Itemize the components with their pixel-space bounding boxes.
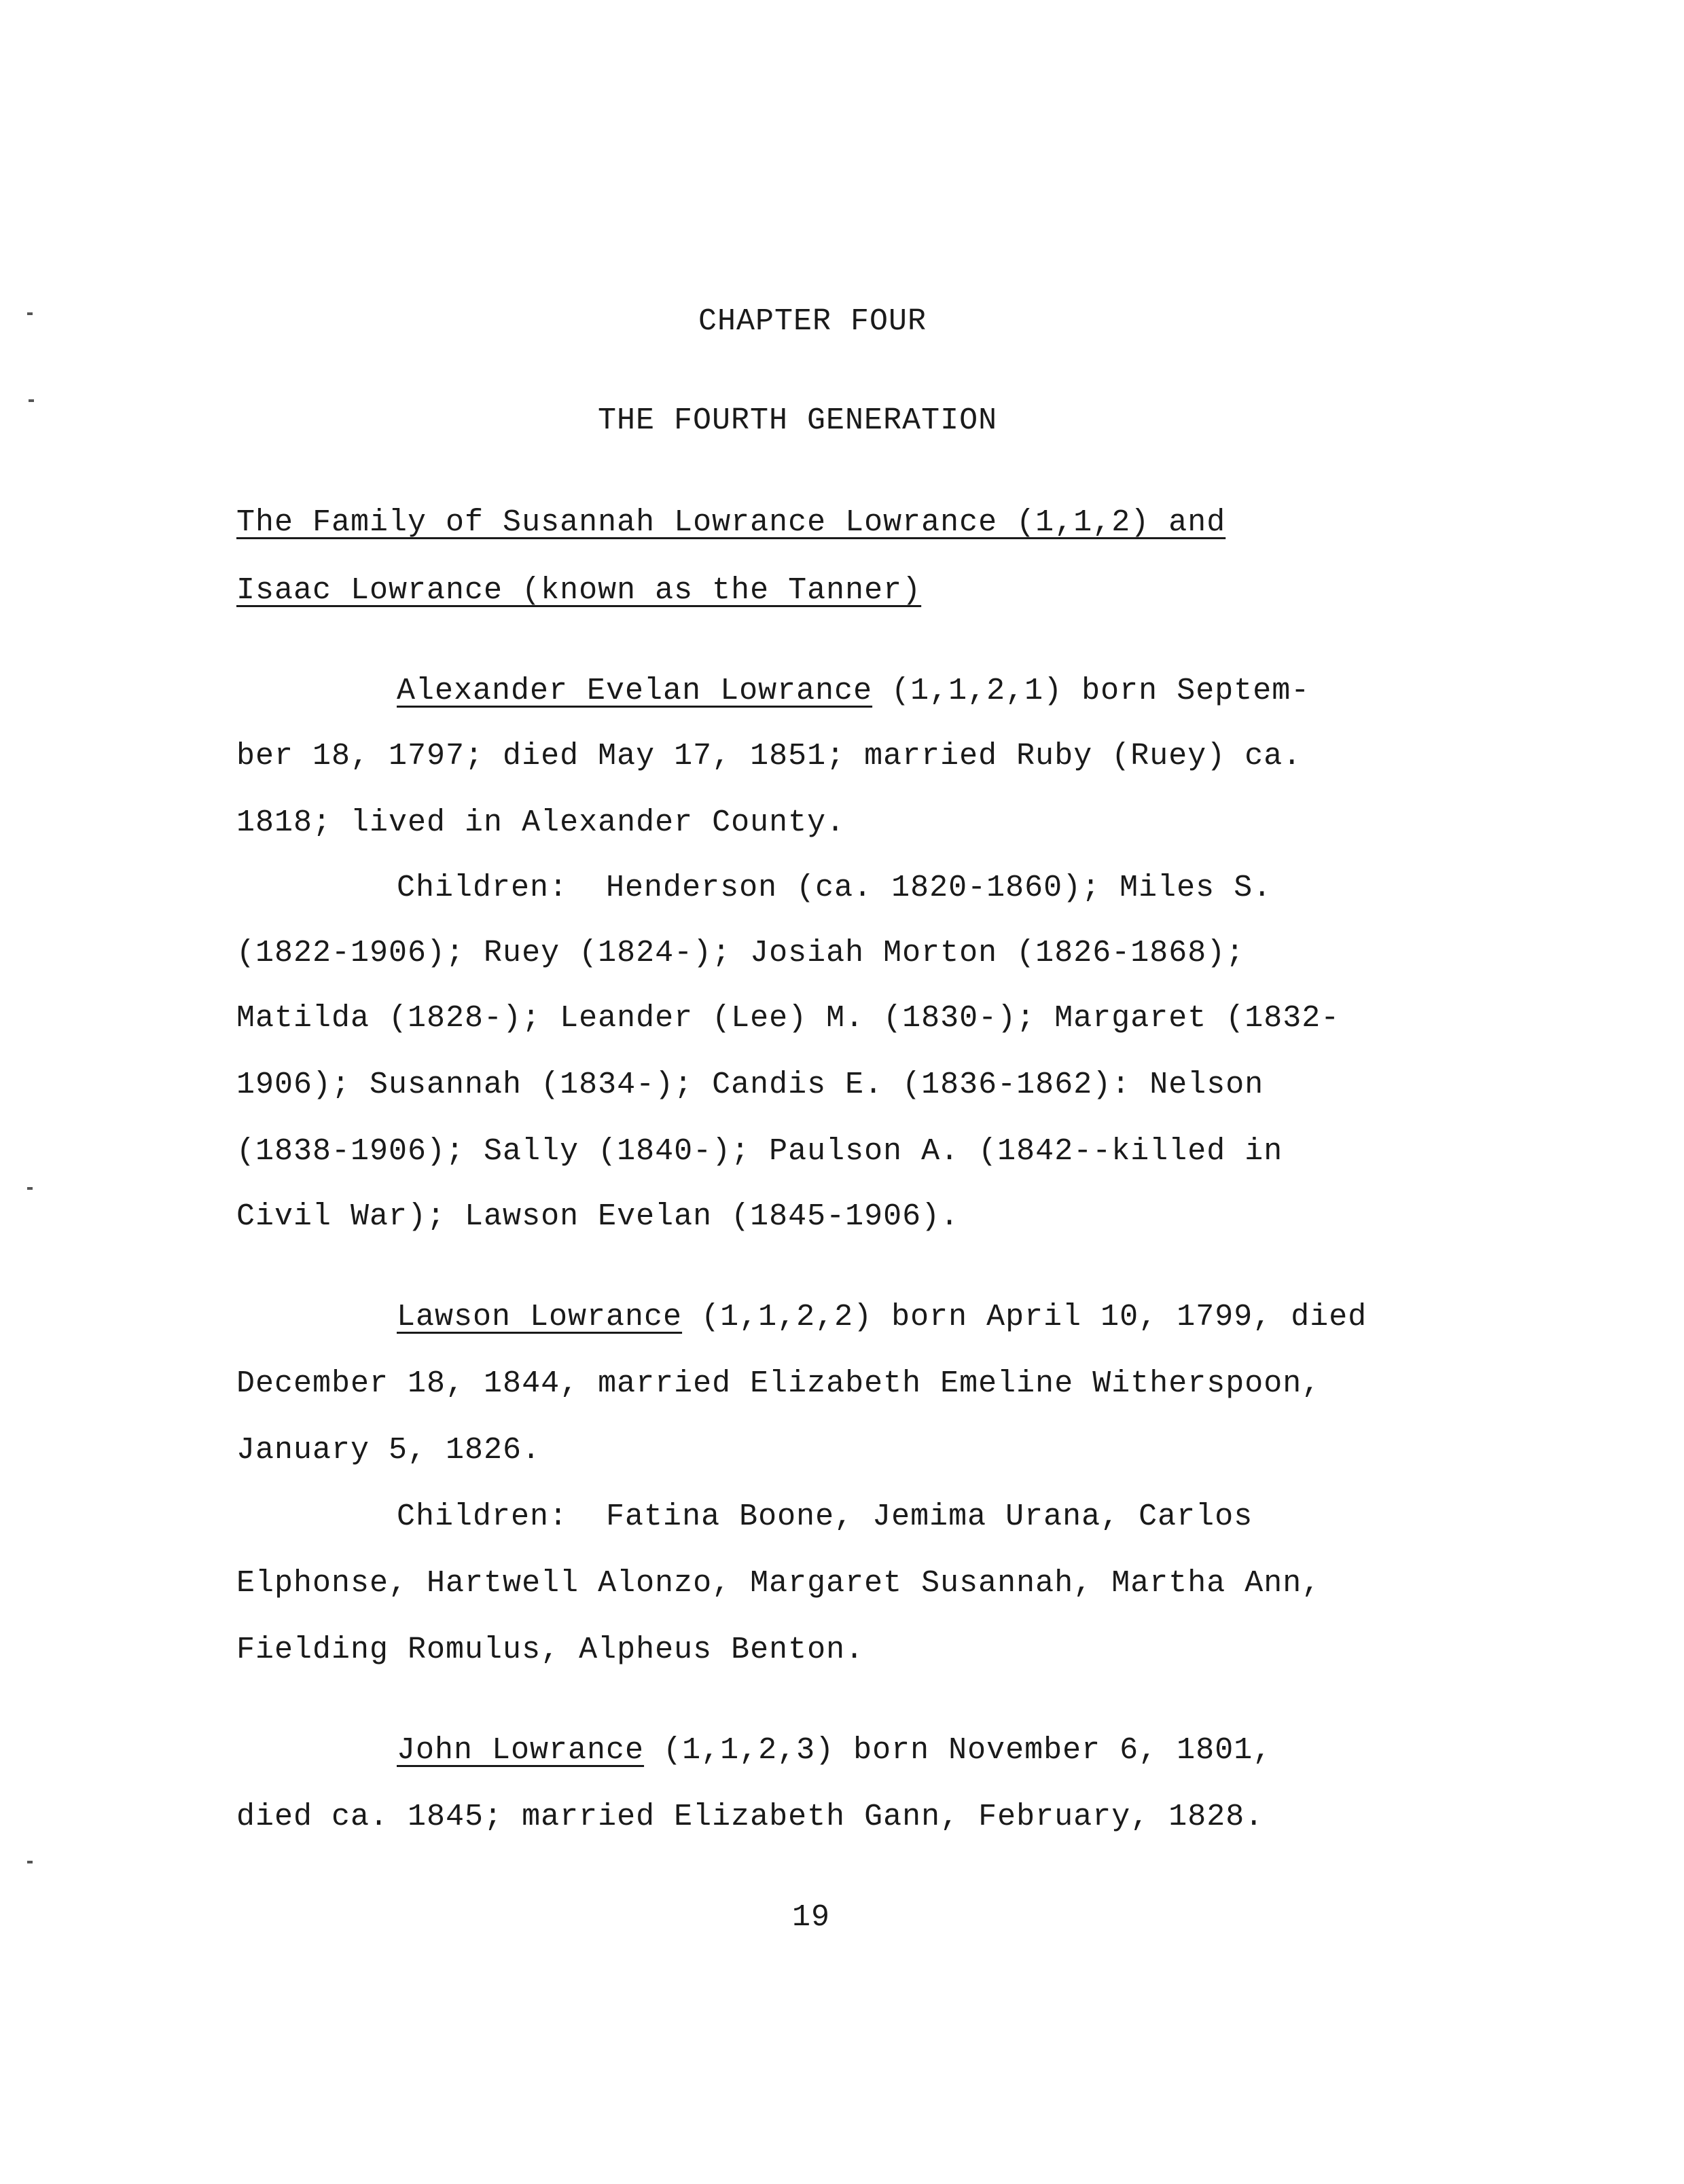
scan-mark	[27, 1861, 33, 1863]
entry-1-children-6: Civil War); Lawson Evelan (1845-1906).	[236, 1199, 960, 1234]
section-heading-line1: The Family of Susannah Lowrance Lowrance (1,1,2) and	[236, 505, 1226, 540]
entry-3-line2: died ca. 1845; married Elizabeth Gann, February, 1828.	[236, 1800, 1264, 1834]
entry-2-line2: December 18, 1844, married Elizabeth Emeline Witherspoon,	[236, 1366, 1321, 1401]
entry-2-line3: January 5, 1826.	[236, 1433, 541, 1468]
entry-2-children-3: Fielding Romulus, Alpheus Benton.	[236, 1633, 865, 1667]
scan-mark	[27, 1187, 33, 1190]
scan-mark	[29, 399, 34, 402]
section-heading-line2: Isaac Lowrance (known as the Tanner)	[236, 573, 922, 608]
entry-2-children-1: Children: Fatina Boone, Jemima Urana, Carlos	[397, 1499, 1253, 1534]
entry-1-line1	[397, 671, 1310, 712]
entry-1-children-4: 1906); Susannah (1834-); Candis E. (1836-1862): Nelson	[236, 1068, 1264, 1102]
entry-1-line3: 1818; lived in Alexander County.	[236, 805, 846, 840]
entry-1-line1-rest: (1,1,2,1) born Septem-	[872, 674, 1310, 708]
chapter-title: CHAPTER FOUR	[698, 304, 927, 339]
entry-3-line1	[397, 1730, 1272, 1771]
entry-2-line1	[397, 1297, 1367, 1338]
entry-1-children-5: (1838-1906); Sally (1840-); Paulson A. (1842--killed in	[236, 1134, 1283, 1169]
entry-3-line1-rest: (1,1,2,3) born November 6, 1801,	[644, 1733, 1272, 1768]
entry-2-children-2: Elphonse, Hartwell Alonzo, Margaret Susannah, Martha Ann,	[236, 1566, 1321, 1601]
entry-1-children-2: (1822-1906); Ruey (1824-); Josiah Morton (1826-1868);	[236, 936, 1245, 970]
entry-1-name: Alexander Evelan Lowrance	[397, 674, 873, 708]
entry-3-name: John Lowrance	[397, 1733, 645, 1768]
scan-mark	[27, 312, 33, 315]
entry-2-name: Lawson Lowrance	[397, 1300, 683, 1334]
entry-1-children-1: Children: Henderson (ca. 1820-1860); Miles S.	[397, 871, 1272, 905]
entry-1-children-3: Matilda (1828-); Leander (Lee) M. (1830-); Margaret (1832-	[236, 1001, 1340, 1036]
generation-title: THE FOURTH GENERATION	[598, 403, 998, 438]
page-number: 19	[792, 1900, 831, 1935]
entry-1-line2: ber 18, 1797; died May 17, 1851; married Ruby (Ruey) ca.	[236, 739, 1302, 774]
entry-2-line1-rest: (1,1,2,2) born April 10, 1799, died	[682, 1300, 1367, 1334]
